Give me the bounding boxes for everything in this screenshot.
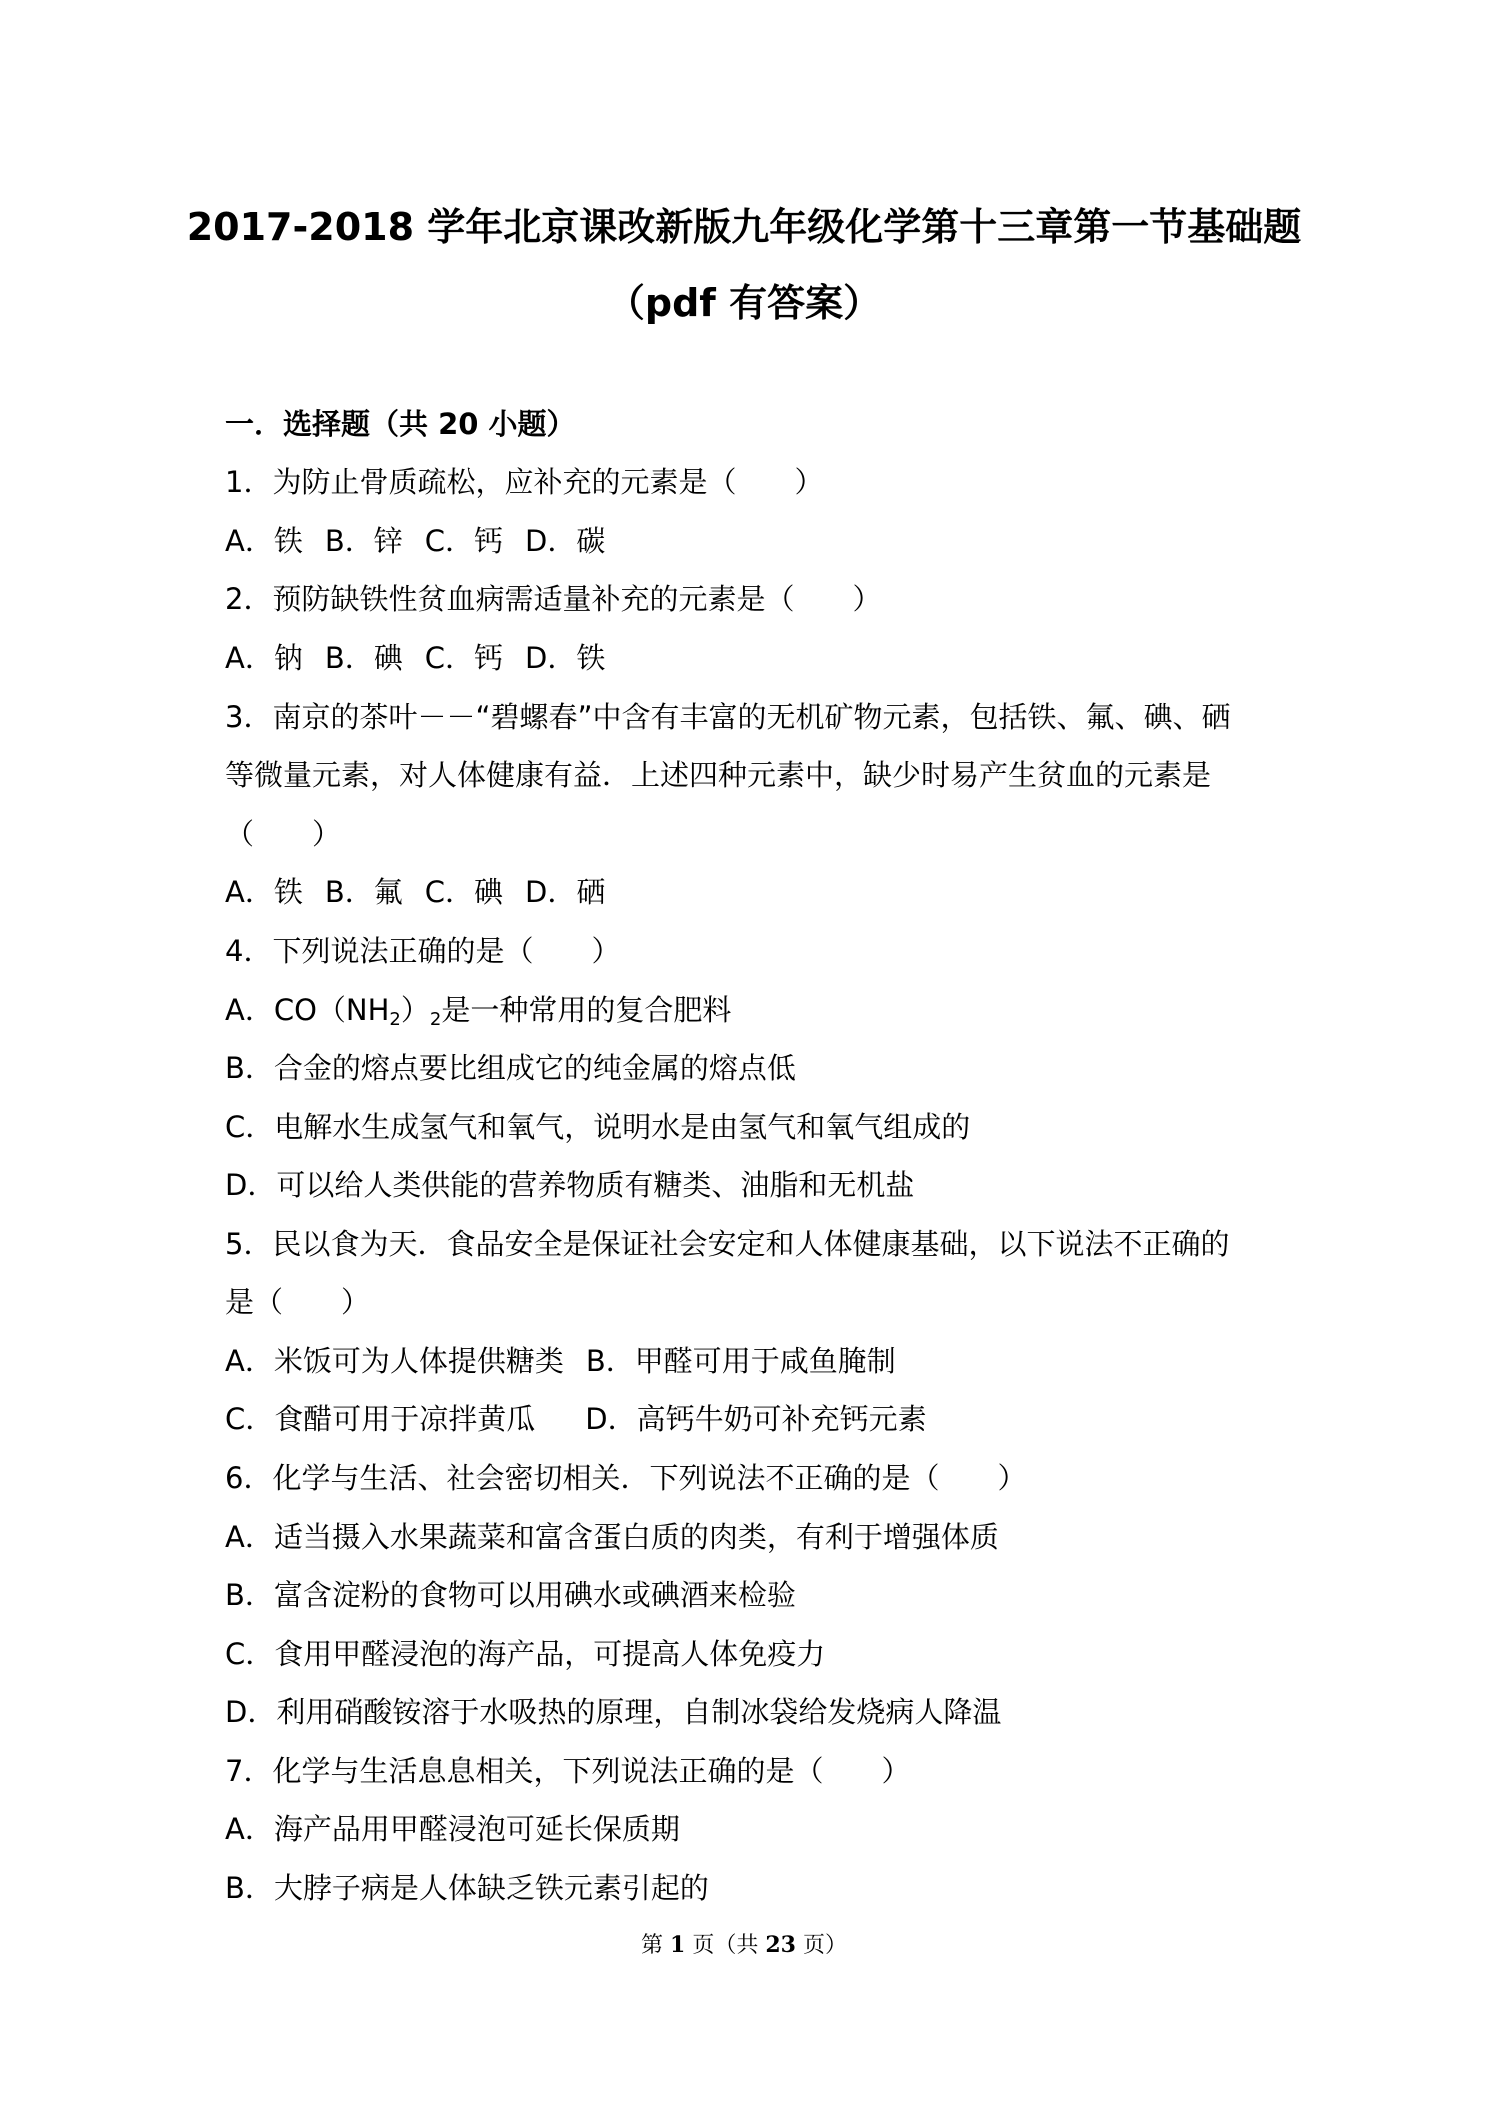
question-1-option-a: A．铁: [225, 524, 303, 558]
question-3-stem-line-2: 等微量元素，对人体健康有益．上述四种元素中，缺少时易产生贫血的元素是: [225, 758, 1212, 792]
page-number: 1: [670, 1932, 686, 1958]
question-3-option-d: D．硒: [525, 875, 606, 909]
question-2-option-d: D．铁: [525, 641, 606, 675]
question-3-option-c: C．碘: [424, 875, 503, 909]
question-6-stem: 6．化学与生活、社会密切相关．下列说法不正确的是（ ）: [225, 1461, 1027, 1495]
question-4-option-c: C．电解水生成氢气和氧气，说明水是由氢气和氧气组成的: [225, 1110, 971, 1144]
question-1-option-b: B．锌: [324, 524, 403, 558]
question-6-option-d: D．利用硝酸铵溶于水吸热的原理，自制冰袋给发烧病人降温: [225, 1695, 1002, 1729]
question-3-option-a: A．铁: [225, 875, 303, 909]
question-5-stem-line-2: 是（ ）: [225, 1285, 371, 1319]
question-7-stem: 7．化学与生活息息相关，下列说法正确的是（ ）: [225, 1754, 911, 1788]
question-1-option-d: D．碳: [525, 524, 606, 558]
question-1-option-c: C．钙: [424, 524, 503, 558]
question-5-stem-line-1: 5．民以食为天．食品安全是保证社会安定和人体健康基础，以下说法不正确的: [225, 1227, 1230, 1261]
question-4-stem: 4．下列说法正确的是（ ）: [225, 934, 621, 968]
question-7-option-b: B．大脖子病是人体缺乏铁元素引起的: [225, 1871, 709, 1905]
question-4-option-d: D．可以给人类供能的营养物质有糖类、油脂和无机盐: [225, 1168, 915, 1202]
question-6-option-a: A．适当摄入水果蔬菜和富含蛋白质的肉类，有利于增强体质: [225, 1520, 999, 1554]
question-5-option-d: D．高钙牛奶可补充钙元素: [585, 1402, 927, 1436]
document-title-line-1: 2017-2018 学年北京课改新版九年级化学第十三章第一节基础题: [186, 205, 1302, 249]
question-2-options: [225, 638, 605, 678]
question-6-option-b: B．富含淀粉的食物可以用碘水或碘酒来检验: [225, 1578, 796, 1612]
question-4-option-a: A．$CO(NH_2)_2$是一种常用的复合肥料: [225, 993, 732, 1030]
question-5-options-row-2: [225, 1399, 927, 1439]
question-7-option-a: A．海产品用甲醛浸泡可延长保质期: [225, 1812, 680, 1846]
question-2-option-a: A．钠: [225, 641, 303, 675]
page-footer: 第 1 页（共 23 页）: [641, 1932, 847, 1958]
question-3-option-b: B．氟: [324, 875, 403, 909]
question-3-stem-line-1: 3．南京的茶叶－－“碧螺春”中含有丰富的无机矿物元素，包括铁、氟、碘、硒: [225, 700, 1231, 734]
question-5-options-row-1: [225, 1341, 896, 1381]
question-3-stem-line-3: （ ）: [225, 817, 342, 851]
section-heading: 一．选择题（共 20 小题）: [225, 407, 576, 441]
question-1-stem: 1．为防止骨质疏松，应补充的元素是（ ）: [225, 465, 824, 499]
question-2-option-c: C．钙: [424, 641, 503, 675]
question-4-option-b: B．合金的熔点要比组成它的纯金属的熔点低: [225, 1051, 796, 1085]
question-5-option-c: C．食醋可用于凉拌黄瓜: [225, 1402, 536, 1436]
question-3-options: [225, 872, 605, 912]
question-2-option-b: B．碘: [324, 641, 403, 675]
page-total: 23: [765, 1932, 796, 1958]
question-2-stem: 2．预防缺铁性贫血病需适量补充的元素是（ ）: [225, 582, 882, 616]
question-1-options: [225, 521, 605, 561]
question-6-option-c: C．食用甲醛浸泡的海产品，可提高人体免疫力: [225, 1637, 826, 1671]
question-5-option-a: A．米饭可为人体提供糖类: [225, 1344, 564, 1378]
question-5-option-b: B．甲醛可用于咸鱼腌制: [585, 1344, 896, 1378]
document-title-line-2: （pdf 有答案）: [606, 281, 882, 325]
